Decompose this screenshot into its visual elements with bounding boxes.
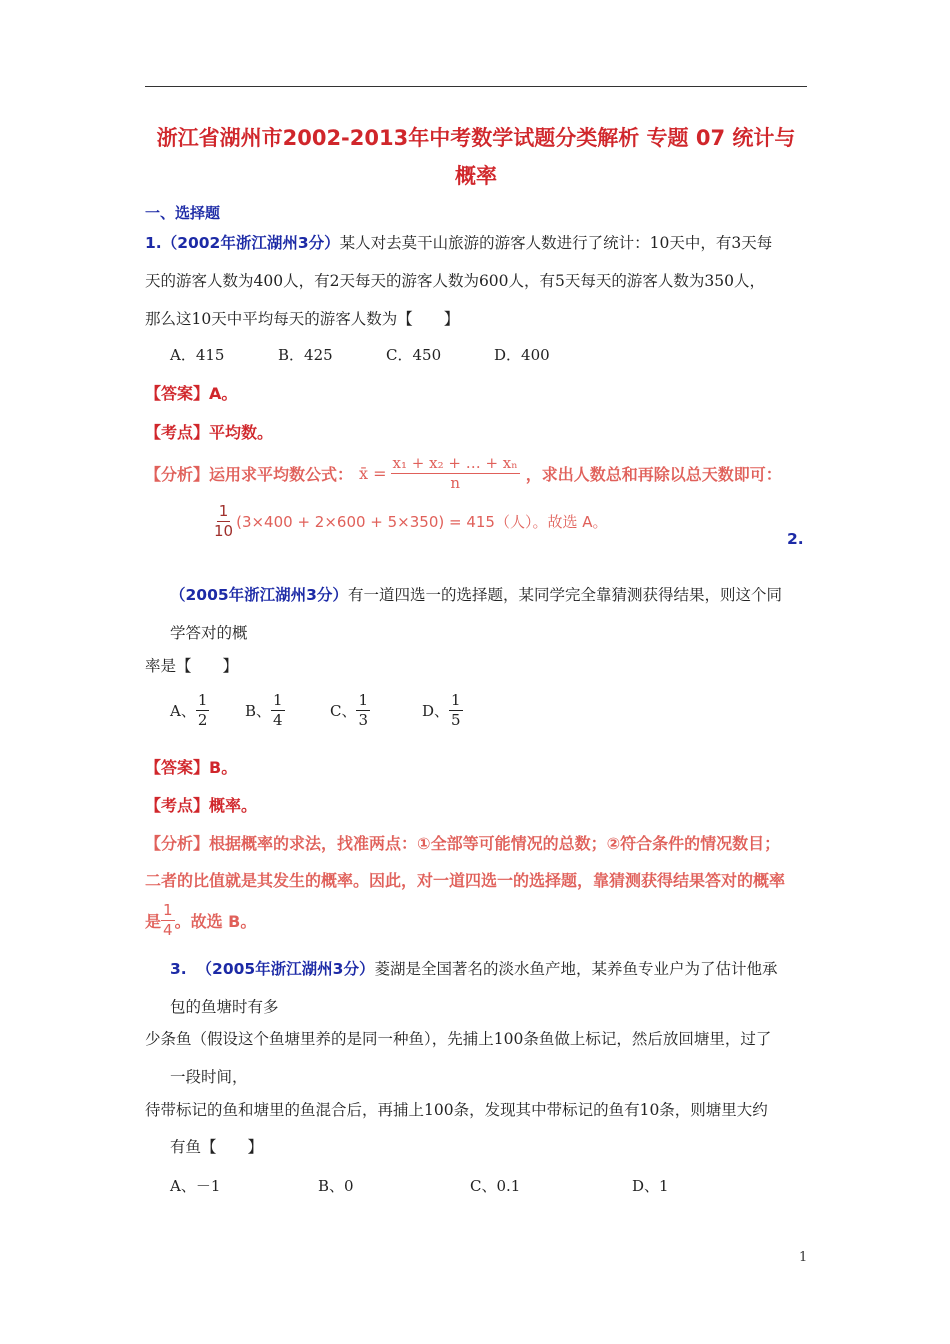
q1-number: 1. <box>145 234 162 252</box>
q3-line1 <box>170 962 778 978</box>
q3-option-a: A、－1 <box>170 1177 221 1195</box>
q2-option-b-den: 4 <box>273 710 283 729</box>
q1-analysis-label: 【分析】 <box>145 464 210 484</box>
q3-text1: 菱湖是全国著名的淡水鱼产地，某养鱼专业户为了估计他承 <box>374 960 778 978</box>
q2-option-d-den: 5 <box>451 710 461 729</box>
q2-line3: 率是【 】 <box>145 657 239 675</box>
q2-option-c-label: C、 <box>330 701 357 720</box>
q2-option-d-label: D、 <box>422 701 450 720</box>
page-number: 1 <box>799 1250 808 1265</box>
q2-option-b-num: 1 <box>273 691 283 709</box>
q2-text1: 有一道四选一的选择题，某同学完全靠猜测获得结果，则这个同 <box>347 586 782 604</box>
q1-line1 <box>145 236 772 252</box>
q2-line1 <box>170 588 782 604</box>
q1-answer-label: 【答案】 <box>145 384 210 403</box>
q2-analysis-text3a: 是 <box>145 911 162 931</box>
q3-option-b: B、0 <box>318 1177 354 1195</box>
q1-text1: 某人对去莫干山旅游的游客人数进行了统计：10天中，有3天每 <box>339 234 773 252</box>
q2-option-a-den: 2 <box>197 710 208 729</box>
q1-point <box>145 420 273 443</box>
q1-analysis-text-a: 运用求平均数公式： <box>209 464 354 484</box>
q2-analysis-num: 1 <box>163 901 173 919</box>
q1-answer <box>145 381 237 404</box>
q2-analysis-den: 4 <box>163 920 173 939</box>
q1-point-value: 平均数。 <box>209 423 274 442</box>
q1-formula-lhs: x̄ = <box>359 463 387 483</box>
q2-option-b <box>245 692 285 728</box>
q2-analysis-line2: 二者的比值就是其发生的概率。因此，对一道四选一的选择题，靠猜测获得结果答对的概率 <box>145 871 786 890</box>
q1-formula-denominator: n <box>450 473 460 492</box>
q1-option-d: D．400 <box>494 346 550 364</box>
q2-analysis-line3 <box>145 902 256 938</box>
q1-point-label: 【考点】 <box>145 423 210 442</box>
q2-number: 2. <box>787 530 804 548</box>
q2-analysis-label: 【分析】 <box>145 834 210 853</box>
document-title-line1: 浙江省湖州市2002-2013年中考数学试题分类解析 专题 07 统计与 <box>156 126 796 150</box>
q2-source: （2005年浙江湖州3分） <box>170 586 348 604</box>
q2-analysis-line1 <box>145 831 780 854</box>
q2-option-a-label: A、 <box>170 701 196 720</box>
q1-formula-numerator: x₁ + x₂ + … + xₙ <box>392 454 518 472</box>
q3-line3: 少条鱼（假设这个鱼塘里养的是同一种鱼），先捕上100条鱼做上标记，然后放回塘里，过了 <box>145 1030 772 1048</box>
q1-option-a: A．415 <box>170 346 225 364</box>
q1-calc-numerator: 1 <box>218 502 229 520</box>
q3-option-d: D、1 <box>632 1177 669 1195</box>
q2-analysis-text3b: 。故选 B。 <box>174 911 257 931</box>
q2-option-c-den: 3 <box>358 710 369 729</box>
q1-analysis <box>145 455 782 491</box>
q3-line6: 有鱼【 】 <box>170 1138 264 1156</box>
q2-option-a-fraction <box>196 692 210 728</box>
q1-calculation <box>214 503 608 539</box>
q1-line2: 天的游客人数为400人，有2天每天的游客人数为600人，有5天每天的游客人数为350人， <box>145 272 765 290</box>
q2-point-label: 【考点】 <box>145 796 210 815</box>
q1-answer-value: A。 <box>209 384 238 403</box>
q1-option-c: C．450 <box>386 346 442 364</box>
q1-line3: 那么这10天中平均每天的游客人数为【 】 <box>145 310 460 328</box>
q1-calc-expression: (3×400 + 2×600 + 5×350) = 415（人）。故选 A。 <box>236 512 608 531</box>
document-title-line2: 概率 <box>455 164 497 188</box>
q2-answer <box>145 755 237 778</box>
q3-line2: 包的鱼塘时有多 <box>170 998 279 1016</box>
q3-number: 3. <box>170 960 187 978</box>
q1-option-b: B．425 <box>278 346 333 364</box>
header-rule <box>145 86 807 87</box>
q2-point-value: 概率。 <box>209 796 258 815</box>
q1-calc-denominator: 10 <box>214 521 234 540</box>
q2-analysis-text1: 根据概率的求法，找准两点：①全部等可能情况的总数；②符合条件的情况数目； <box>209 834 781 853</box>
q1-source: （2002年浙江湖州3分） <box>161 234 340 252</box>
q2-option-a <box>170 692 209 728</box>
q3-source: （2005年浙江湖州3分） <box>196 960 375 978</box>
q1-formula-fraction <box>391 455 520 491</box>
q2-option-c-fraction <box>356 692 370 728</box>
q1-analysis-text-b: ，求出人数总和再除以总天数即可： <box>525 464 782 484</box>
q2-answer-label: 【答案】 <box>145 758 210 777</box>
q1-calc-fraction <box>214 503 233 539</box>
q2-option-c <box>330 692 370 728</box>
section-heading: 一、选择题 <box>145 204 221 222</box>
q2-analysis-fraction <box>161 902 175 938</box>
q2-option-a-num: 1 <box>197 691 208 709</box>
q2-option-d-num: 1 <box>451 691 461 709</box>
q2-line2: 学答对的概 <box>170 624 248 642</box>
q2-option-d <box>422 692 463 728</box>
q2-point <box>145 793 257 816</box>
q2-option-c-num: 1 <box>358 691 369 709</box>
q2-answer-value: B。 <box>209 758 238 777</box>
q2-option-d-fraction <box>449 692 463 728</box>
q2-option-b-label: B、 <box>245 701 272 720</box>
q3-option-c: C、0.1 <box>470 1177 521 1195</box>
q3-line4: 一段时间， <box>170 1068 248 1086</box>
q2-option-b-fraction <box>271 692 285 728</box>
q3-line5: 待带标记的鱼和塘里的鱼混合后，再捕上100条，发现其中带标记的鱼有10条，则塘里大约 <box>145 1101 768 1119</box>
